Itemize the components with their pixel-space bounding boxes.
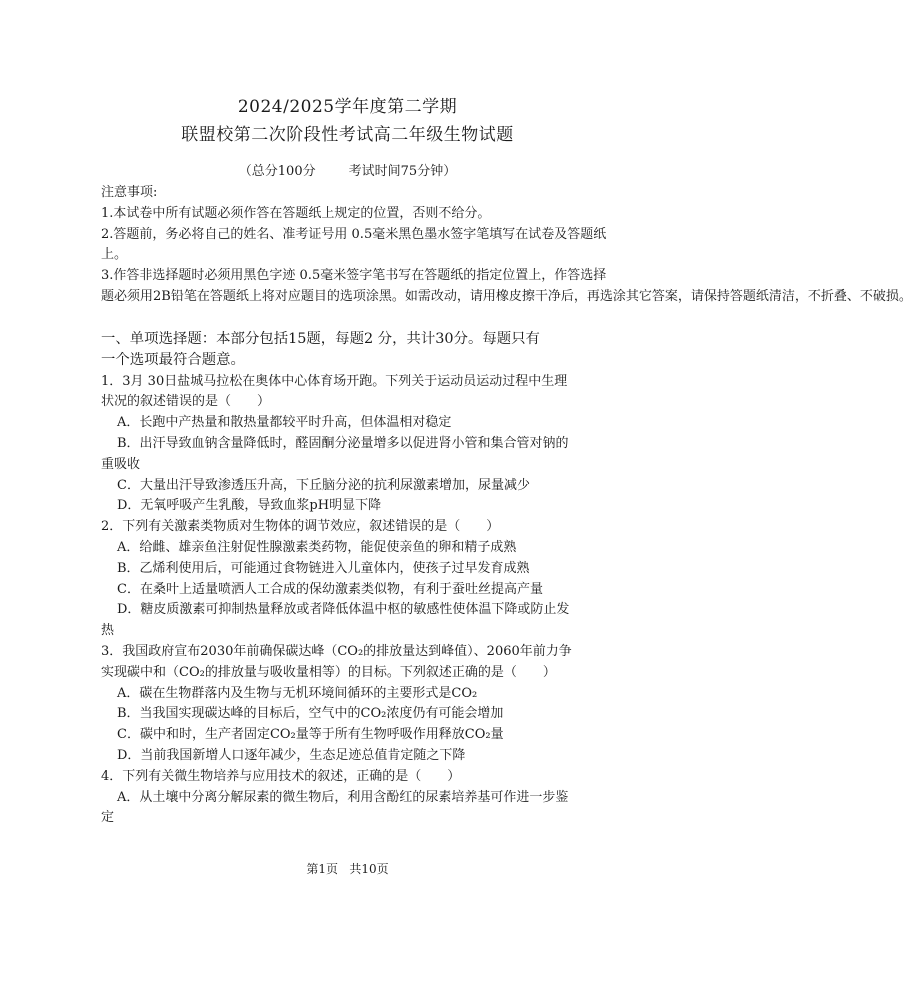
- option-b: B．出汗导致血钠含量降低时，醛固酮分泌量增多以促进肾小管和集合管对钠的: [117, 435, 569, 451]
- question-3: [101, 642, 601, 767]
- exam-title: 联盟校第二次阶段性考试高二年级生物试题: [181, 125, 514, 145]
- notice-line: 题必须用2B铅笔在答题纸上将对应题目的选项涂黑。如需改动，请用橡皮擦干净后，再选涂其它答案，请保持答题纸清洁，不折叠、不破损。: [101, 288, 912, 304]
- option-d: D．糖皮质激素可抑制热量释放或者降低体温中枢的敏感性使体温下降或防止发: [117, 602, 570, 618]
- option-a: A．碳在生物群落内及生物与无机环境间循环的主要形式是CO₂: [117, 685, 478, 701]
- page-footer: 第1页 共10页: [306, 862, 389, 876]
- section-heading: [101, 329, 601, 372]
- notice-block: [101, 183, 912, 329]
- section-line: 一个选项最符合题意。: [101, 352, 245, 369]
- option-c: C．大量出汗导致渗透压升高，下丘脑分泌的抗利尿激素增加，尿量减少: [117, 477, 530, 493]
- question-stem: 状况的叙述错误的是（ ）: [101, 394, 271, 410]
- question-stem: 2．下列有关激素类物质对生物体的调节效应，叙述错误的是（ ）: [101, 519, 500, 535]
- option-b: B．当我国实现碳达峰的目标后，空气中的CO₂浓度仍有可能会增加: [117, 706, 504, 722]
- question-2: [101, 517, 601, 642]
- question-stem: 4．下列有关微生物培养与应用技术的叙述，正确的是（ ）: [101, 768, 461, 784]
- notice-line: 2.答题前，务必将自己的姓名、准考证号用 0.5毫米黑色墨水签字笔填写在试卷及答题纸: [101, 226, 607, 242]
- notice-heading: 注意事项:: [101, 185, 158, 200]
- option-b-wrap: 重吸收: [101, 456, 141, 472]
- option-a-wrap: 定: [101, 810, 115, 826]
- option-a: A．给雌、雄亲鱼注射促性腺激素类药物，能促使亲鱼的卵和精子成熟: [117, 539, 517, 555]
- notice-line: [101, 308, 601, 329]
- option-b: B．乙烯利使用后，可能通过食物链进入儿童体内，使孩子过早发育成熟: [117, 560, 530, 576]
- question-1: [101, 372, 601, 518]
- option-a: A．长跑中产热量和散热量都较平时升高，但体温相对稳定: [117, 415, 452, 431]
- exam-meta: （总分100分 考试时间75分钟）: [238, 164, 457, 179]
- exam-body: [101, 183, 912, 829]
- option-d-wrap: 热: [101, 623, 115, 639]
- question-stem: 实现碳中和（CO₂的排放量与吸收量相等）的目标。下列叙述正确的是（ ）: [101, 664, 556, 680]
- notice-line: 1.本试卷中所有试题必须作答在答题纸上规定的位置，否则不给分。: [101, 205, 491, 221]
- section-line: 一、单项选择题：本部分包括15题，每题2 分，共计30分。每题只有: [101, 330, 540, 347]
- option-d: D．当前我国新增人口逐年减少，生态足迹总值肯定随之下降: [117, 747, 466, 763]
- option-c: C．碳中和时，生产者固定CO₂量等于所有生物呼吸作用释放CO₂量: [117, 727, 504, 743]
- option-c: C．在桑叶上适量喷洒人工合成的保幼激素类似物，有利于蚕吐丝提高产量: [117, 581, 543, 597]
- question-4: [101, 767, 601, 829]
- notice-line: 上。: [101, 247, 128, 263]
- exam-title-year: 2024/2025学年度第二学期: [237, 97, 458, 117]
- question-stem: 3．我国政府宣布2030年前确保碳达峰（CO₂的排放量达到峰值）、2060年前力争: [101, 643, 572, 659]
- option-a: A．从土壤中分离分解尿素的微生物后，利用含酚红的尿素培养基可作进一步鉴: [117, 789, 569, 805]
- notice-line: 3.作答非选择题时必须用黑色字迹 0.5毫米签字笔书写在答题纸的指定位置上，作答选择: [101, 268, 607, 284]
- option-d: D．无氧呼吸产生乳酸，导致血浆pH明显下降: [117, 498, 382, 514]
- question-stem: 1．3月 30日盐城马拉松在奥体中心体育场开跑。下列关于运动员运动过程中生理: [101, 373, 568, 389]
